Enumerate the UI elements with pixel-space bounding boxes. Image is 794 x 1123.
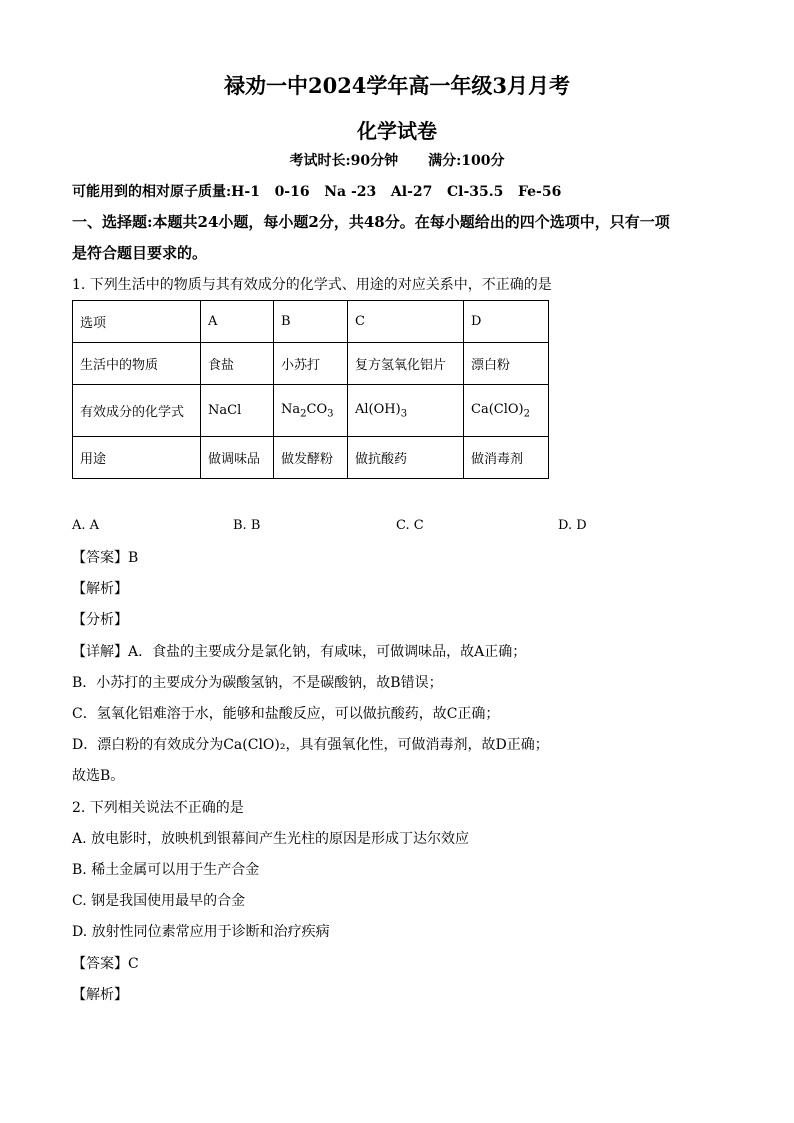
full-score: 满分:100分	[428, 153, 505, 169]
q1-detail-line: B．小苏打的主要成分为碳酸氢钠，不是碳酸钠，故B错误；	[72, 675, 443, 691]
section-heading-line1: 一、选择题:本题共24小题，每小题2分，共48分。在每小题给出的四个选项中，只有一项	[72, 213, 670, 231]
table-cell: 有效成分的化学式	[73, 385, 201, 437]
exam-meta	[0, 150, 794, 170]
exam-time: 考试时长:90分钟	[289, 153, 399, 169]
formula-cell: NaCl	[201, 385, 274, 437]
table-cell: 做消毒剂	[464, 437, 549, 479]
table-cell: 生活中的物质	[73, 343, 201, 385]
q2-stem: 2. 下列相关说法不正确的是	[72, 800, 244, 816]
q1-option-a: A. A	[72, 518, 100, 533]
q1-detail-line: D．漂白粉的有效成分为Ca(ClO)₂，具有强氧化性，可做消毒剂，故D正确；	[72, 737, 549, 753]
table-cell: 漂白粉	[464, 343, 549, 385]
q1-option-b: B. B	[233, 518, 261, 533]
q2-option-b: B. 稀土金属可以用于生产合金	[72, 862, 260, 878]
q1-analysis-label: 【解析】	[72, 581, 128, 597]
table-row	[73, 385, 549, 437]
table-cell: 食盐	[201, 343, 274, 385]
q1-detail-line: C．氢氧化铝难溶于水，能够和盐酸反应，可以做抗酸药，故C正确；	[72, 706, 500, 722]
q1-detail-line: 【详解】A．食盐的主要成分是氯化钠，有咸味，可做调味品，故A正确；	[72, 644, 527, 660]
table-cell: 做抗酸药	[348, 437, 464, 479]
formula-cell: $Na_2CO_3$	[274, 385, 348, 437]
table-cell: 小苏打	[274, 343, 348, 385]
q2-answer: 【答案】C	[72, 956, 139, 972]
q1-option-d: D. D	[558, 518, 587, 533]
q2-option-c: C. 钢是我国使用最早的合金	[72, 893, 246, 909]
table-cell: A	[201, 301, 274, 343]
table-row	[73, 437, 549, 479]
q2-option-a: A. 放电影时，放映机到银幕间产生光柱的原因是形成丁达尔效应	[72, 831, 470, 847]
table-cell: 用途	[73, 437, 201, 479]
q1-fenxi-label: 【分析】	[72, 612, 128, 628]
formula-cell: $Ca(ClO)_2$	[464, 385, 549, 437]
table-cell: 选项	[73, 301, 201, 343]
table-row	[73, 301, 549, 343]
q1-stem: 1. 下列生活中的物质与其有效成分的化学式、用途的对应关系中，不正确的是	[72, 277, 552, 293]
section-heading-line2: 是符合题目要求的。	[72, 244, 208, 262]
table-cell: 复方氢氧化铝片	[348, 343, 464, 385]
exam-title: 禄劝一中2024学年高一年级3月月考	[223, 73, 571, 98]
table-cell: 做发酵粉	[274, 437, 348, 479]
q1-table	[72, 300, 549, 479]
table-cell: D	[464, 301, 549, 343]
table-row	[73, 343, 549, 385]
table-cell: B	[274, 301, 348, 343]
exam-subtitle: 化学试卷	[357, 119, 437, 143]
q2-option-d: D. 放射性同位素常应用于诊断和治疗疾病	[72, 924, 330, 940]
q1-option-c: C. C	[396, 518, 424, 533]
q1-detail-line: 故选B。	[72, 768, 125, 784]
table-cell: C	[348, 301, 464, 343]
table-cell: 做调味品	[201, 437, 274, 479]
formula-cell: $Al(OH)_3$	[348, 385, 464, 437]
q1-answer: 【答案】B	[72, 550, 139, 566]
q2-analysis-label: 【解析】	[72, 987, 128, 1003]
atomic-masses: 可能用到的相对原子质量:H-1 0-16 Na -23 Al-27 Cl-35.5 Fe-56	[72, 184, 562, 200]
